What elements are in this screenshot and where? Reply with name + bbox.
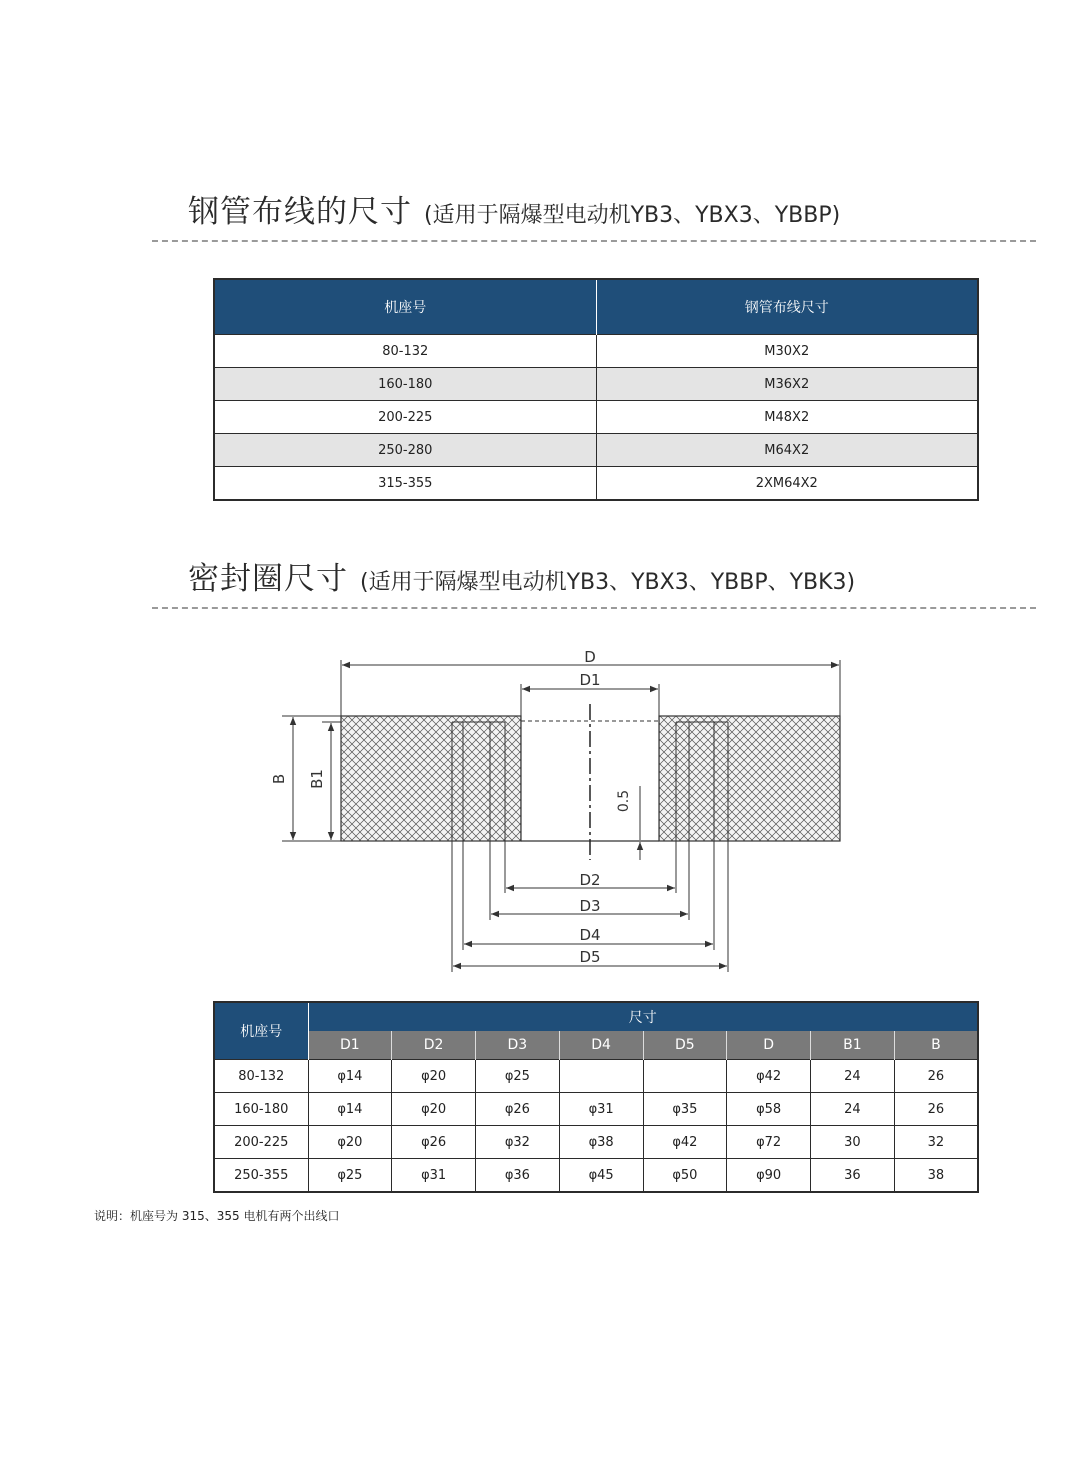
cell-D1: φ20 xyxy=(308,1126,392,1159)
cell-B1: 24 xyxy=(811,1093,895,1126)
cell-D3: φ25 xyxy=(476,1060,560,1093)
cell-frame: 80-132 xyxy=(214,1060,308,1093)
cell-D: φ72 xyxy=(727,1126,811,1159)
table-subheader-row xyxy=(214,1031,978,1060)
cell-D5 xyxy=(643,1060,727,1093)
cell-D4: φ38 xyxy=(559,1126,643,1159)
cell-D2: φ26 xyxy=(392,1126,476,1159)
cell-frame: 315-355 xyxy=(214,467,596,501)
cell-D5: φ35 xyxy=(643,1093,727,1126)
cell-D2: φ31 xyxy=(392,1159,476,1193)
cell-pipe-size: 2XM64X2 xyxy=(596,467,978,501)
footnote: 说明：机座号为 315、355 电机有两个出线口 xyxy=(94,1209,340,1223)
cell-D: φ42 xyxy=(727,1060,811,1093)
label-B: B xyxy=(270,773,288,785)
seal-ring-table xyxy=(213,1001,979,1193)
label-D3: D3 xyxy=(579,897,601,915)
col-header-D4: D4 xyxy=(559,1031,643,1060)
cell-frame: 200-225 xyxy=(214,1126,308,1159)
col-header-B1: B1 xyxy=(811,1031,895,1060)
label-D: D xyxy=(584,648,596,666)
cell-D: φ58 xyxy=(727,1093,811,1126)
label-D1: D1 xyxy=(579,671,601,689)
cell-B: 26 xyxy=(894,1060,978,1093)
section1-title: 钢管布线的尺寸 xyxy=(188,194,412,230)
label-B1: B1 xyxy=(308,769,326,789)
col-header-D5: D5 xyxy=(643,1031,727,1060)
cell-pipe-size: M30X2 xyxy=(596,335,978,368)
cell-pipe-size: M64X2 xyxy=(596,434,978,467)
cell-D2: φ20 xyxy=(392,1060,476,1093)
col-header-D3: D3 xyxy=(476,1031,560,1060)
cell-frame: 200-225 xyxy=(214,401,596,434)
col-header-D2: D2 xyxy=(392,1031,476,1060)
col-header-B: B xyxy=(894,1031,978,1060)
label-D4: D4 xyxy=(579,926,601,944)
cell-D2: φ20 xyxy=(392,1093,476,1126)
col-header-dimensions: 尺寸 xyxy=(308,1002,978,1031)
cell-B: 32 xyxy=(894,1126,978,1159)
cell-D3: φ32 xyxy=(476,1126,560,1159)
label-D2: D2 xyxy=(579,871,601,889)
label-gap: 0.5 xyxy=(616,789,632,813)
cell-B: 26 xyxy=(894,1093,978,1126)
table-row xyxy=(214,1159,978,1193)
cell-frame: 250-355 xyxy=(214,1159,308,1193)
cell-B1: 30 xyxy=(811,1126,895,1159)
table-row xyxy=(214,1093,978,1126)
cell-B: 38 xyxy=(894,1159,978,1193)
cell-D3: φ36 xyxy=(476,1159,560,1193)
cell-frame: 160-180 xyxy=(214,1093,308,1126)
cell-frame: 80-132 xyxy=(214,335,596,368)
cell-D4: φ31 xyxy=(559,1093,643,1126)
cell-D5: φ42 xyxy=(643,1126,727,1159)
cell-B1: 24 xyxy=(811,1060,895,1093)
cell-pipe-size: M48X2 xyxy=(596,401,978,434)
cell-D: φ90 xyxy=(727,1159,811,1193)
cell-D4 xyxy=(559,1060,643,1093)
section2-subtitle: (适用于隔爆型电动机YB3、YBX3、YBBP、YBK3) xyxy=(360,570,856,595)
cell-pipe-size: M36X2 xyxy=(596,368,978,401)
cell-frame: 160-180 xyxy=(214,368,596,401)
section2-title: 密封圈尺寸 xyxy=(188,561,348,597)
table-header-row xyxy=(214,1002,978,1031)
col-header-D: D xyxy=(727,1031,811,1060)
cell-D3: φ26 xyxy=(476,1093,560,1126)
cell-D5: φ50 xyxy=(643,1159,727,1193)
cell-B1: 36 xyxy=(811,1159,895,1193)
cell-D1: φ25 xyxy=(308,1159,392,1193)
col-header-frame: 机座号 xyxy=(214,279,596,335)
section1-subtitle: (适用于隔爆型电动机YB3、YBX3、YBBP) xyxy=(424,203,841,228)
label-D5: D5 xyxy=(579,948,601,966)
cell-frame: 250-280 xyxy=(214,434,596,467)
cell-D1: φ14 xyxy=(308,1093,392,1126)
col-header-frame: 机座号 xyxy=(214,1002,308,1060)
table-row xyxy=(214,1126,978,1159)
cell-D4: φ45 xyxy=(559,1159,643,1193)
cell-D1: φ14 xyxy=(308,1060,392,1093)
col-header-pipe-size: 钢管布线尺寸 xyxy=(596,279,978,335)
table-row xyxy=(214,1060,978,1093)
col-header-D1: D1 xyxy=(308,1031,392,1060)
